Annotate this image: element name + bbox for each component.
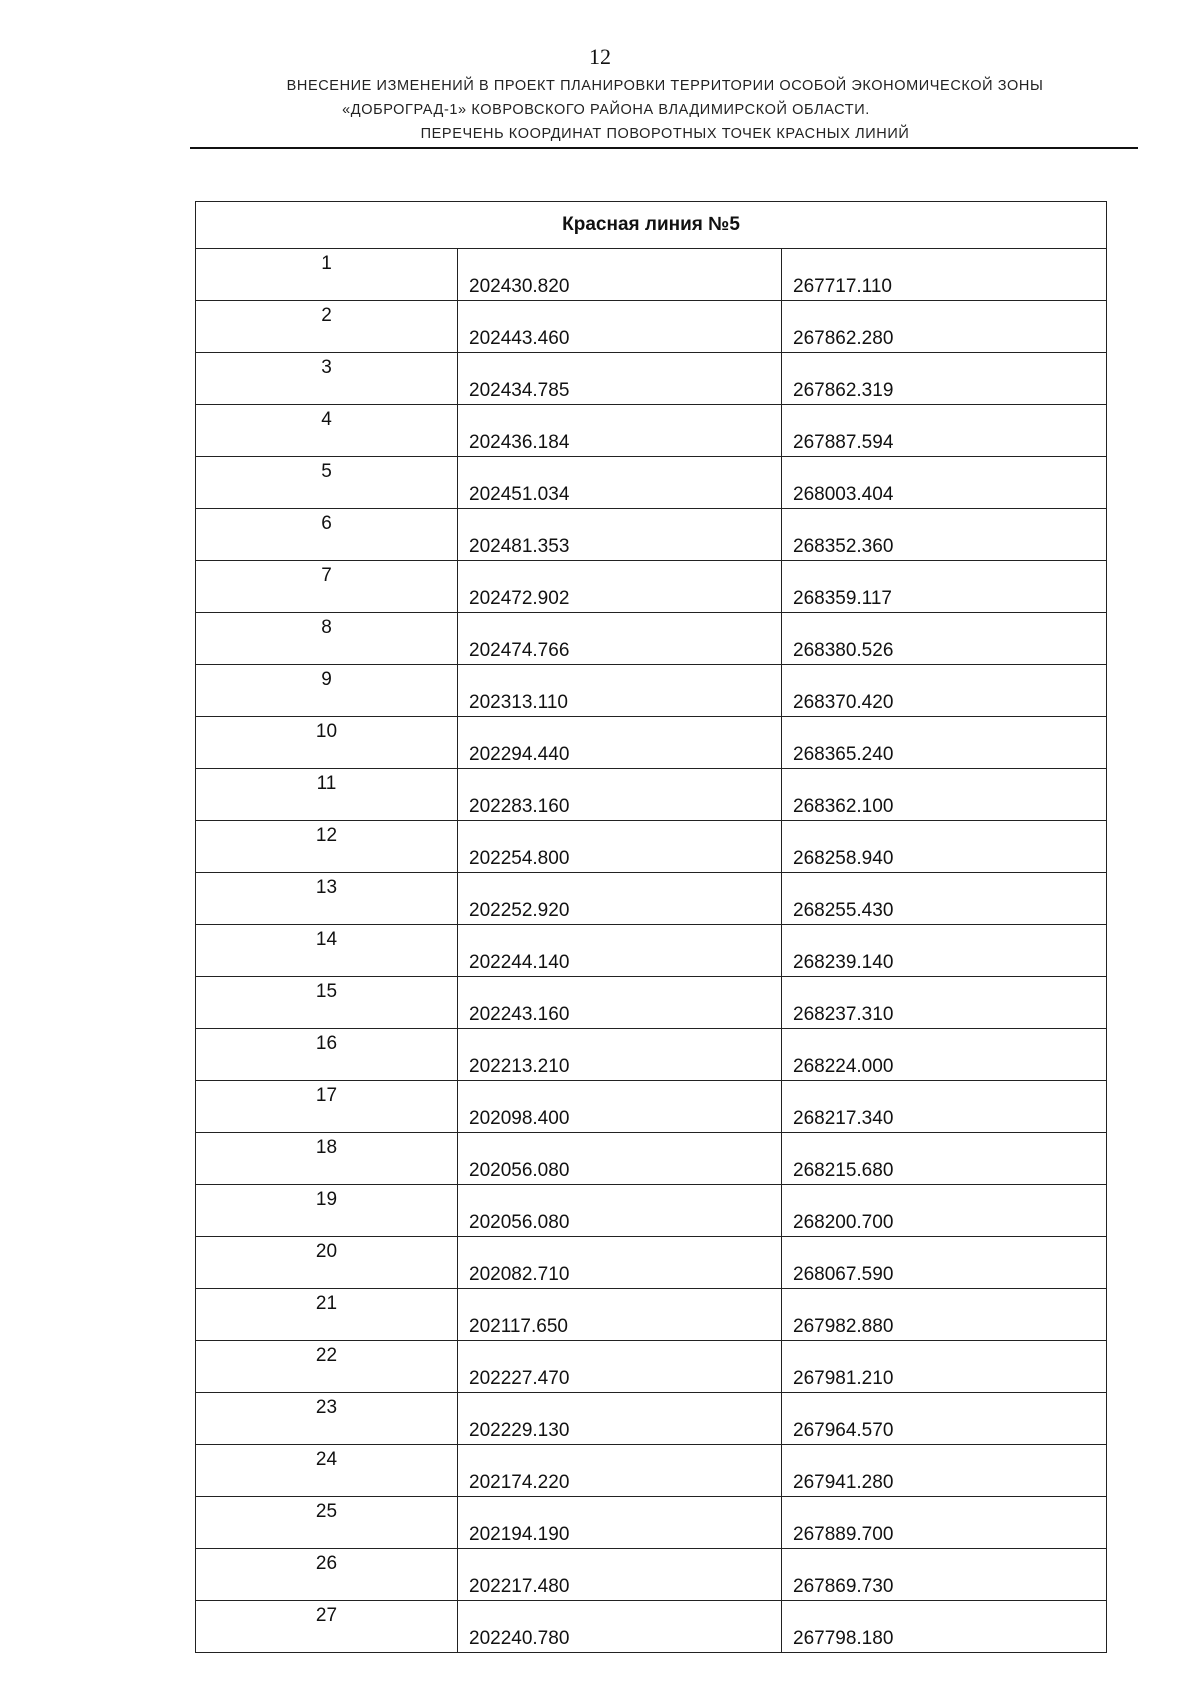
coordinate-y: 268239.140 — [782, 925, 1107, 977]
point-number: 15 — [196, 977, 458, 1029]
coordinate-y: 268365.240 — [782, 717, 1107, 769]
point-number: 7 — [196, 561, 458, 613]
table-title: Красная линия №5 — [196, 202, 1107, 249]
table-row — [196, 1445, 1107, 1497]
coordinates-table — [195, 201, 1107, 1653]
coordinate-y: 268362.100 — [782, 769, 1107, 821]
coordinate-y: 268067.590 — [782, 1237, 1107, 1289]
point-number: 26 — [196, 1549, 458, 1601]
table-row — [196, 1393, 1107, 1445]
coordinate-y: 267889.700 — [782, 1497, 1107, 1549]
table-row — [196, 1133, 1107, 1185]
coordinate-x: 202443.460 — [458, 301, 782, 353]
point-number: 17 — [196, 1081, 458, 1133]
coordinate-x: 202294.440 — [458, 717, 782, 769]
coordinate-x: 202194.190 — [458, 1497, 782, 1549]
coordinate-y: 267798.180 — [782, 1601, 1107, 1653]
coordinate-x: 202472.902 — [458, 561, 782, 613]
coordinate-y: 268200.700 — [782, 1185, 1107, 1237]
table-row — [196, 509, 1107, 561]
coordinate-y: 268370.420 — [782, 665, 1107, 717]
header-line-2: «ДОБРОГРАД-1» КОВРОВСКОГО РАЙОНА ВЛАДИМИРСКОЙ ОБЛАСТИ. — [342, 102, 870, 118]
point-number: 14 — [196, 925, 458, 977]
table-row — [196, 1081, 1107, 1133]
table-row — [196, 249, 1107, 301]
coordinate-x: 202082.710 — [458, 1237, 782, 1289]
coordinate-x: 202313.110 — [458, 665, 782, 717]
point-number: 10 — [196, 717, 458, 769]
coordinate-x: 202217.480 — [458, 1549, 782, 1601]
point-number: 25 — [196, 1497, 458, 1549]
table-row — [196, 457, 1107, 509]
coordinate-y: 268215.680 — [782, 1133, 1107, 1185]
coordinate-x: 202254.800 — [458, 821, 782, 873]
coordinate-x: 202474.766 — [458, 613, 782, 665]
table-row — [196, 977, 1107, 1029]
table-title-row — [196, 202, 1107, 249]
coordinate-x: 202213.210 — [458, 1029, 782, 1081]
table-row — [196, 1601, 1107, 1653]
table-row — [196, 821, 1107, 873]
coordinate-y: 268217.340 — [782, 1081, 1107, 1133]
point-number: 3 — [196, 353, 458, 405]
coordinate-y: 268255.430 — [782, 873, 1107, 925]
coordinate-x: 202056.080 — [458, 1133, 782, 1185]
table-row — [196, 561, 1107, 613]
coordinate-x: 202098.400 — [458, 1081, 782, 1133]
coordinate-y: 267887.594 — [782, 405, 1107, 457]
coordinate-x: 202174.220 — [458, 1445, 782, 1497]
header-line-1: ВНЕСЕНИЕ ИЗМЕНЕНИЙ В ПРОЕКТ ПЛАНИРОВКИ ТЕРРИТОРИИ ОСОБОЙ ЭКОНОМИЧЕСКОЙ ЗОНЫ — [286, 78, 1044, 94]
point-number: 24 — [196, 1445, 458, 1497]
coordinate-y: 267964.570 — [782, 1393, 1107, 1445]
point-number: 16 — [196, 1029, 458, 1081]
table-row — [196, 1289, 1107, 1341]
point-number: 8 — [196, 613, 458, 665]
table-row — [196, 665, 1107, 717]
table-row — [196, 1185, 1107, 1237]
coordinate-y: 267862.319 — [782, 353, 1107, 405]
header-line-3: ПЕРЕЧЕНЬ КООРДИНАТ ПОВОРОТНЫХ ТОЧЕК КРАСНЫХ ЛИНИЙ — [420, 126, 910, 142]
coordinate-x: 202227.470 — [458, 1341, 782, 1393]
header-rule — [190, 147, 1138, 149]
coordinate-y: 267981.210 — [782, 1341, 1107, 1393]
point-number: 4 — [196, 405, 458, 457]
point-number: 22 — [196, 1341, 458, 1393]
point-number: 6 — [196, 509, 458, 561]
point-number: 12 — [196, 821, 458, 873]
table-row — [196, 1549, 1107, 1601]
table-row — [196, 353, 1107, 405]
coordinate-x: 202252.920 — [458, 873, 782, 925]
table-row — [196, 717, 1107, 769]
point-number: 21 — [196, 1289, 458, 1341]
table-row — [196, 925, 1107, 977]
coordinate-x: 202283.160 — [458, 769, 782, 821]
point-number: 11 — [196, 769, 458, 821]
table-row — [196, 1029, 1107, 1081]
coordinate-x: 202229.130 — [458, 1393, 782, 1445]
coordinate-y: 268352.360 — [782, 509, 1107, 561]
coordinate-y: 268237.310 — [782, 977, 1107, 1029]
coordinate-x: 202481.353 — [458, 509, 782, 561]
coordinate-y: 267982.880 — [782, 1289, 1107, 1341]
table-row — [196, 1341, 1107, 1393]
table-row — [196, 1497, 1107, 1549]
table-row — [196, 301, 1107, 353]
point-number: 9 — [196, 665, 458, 717]
table-body — [196, 249, 1107, 1653]
coordinate-x: 202436.184 — [458, 405, 782, 457]
coordinate-x: 202434.785 — [458, 353, 782, 405]
table-row — [196, 405, 1107, 457]
coordinate-x: 202056.080 — [458, 1185, 782, 1237]
point-number: 23 — [196, 1393, 458, 1445]
point-number: 5 — [196, 457, 458, 509]
point-number: 20 — [196, 1237, 458, 1289]
coordinate-x: 202243.160 — [458, 977, 782, 1029]
coordinate-y: 268003.404 — [782, 457, 1107, 509]
page-number: 12 — [589, 44, 611, 69]
point-number: 2 — [196, 301, 458, 353]
point-number: 27 — [196, 1601, 458, 1653]
coordinate-y: 267862.280 — [782, 301, 1107, 353]
coordinate-y: 268224.000 — [782, 1029, 1107, 1081]
table-row — [196, 613, 1107, 665]
point-number: 1 — [196, 249, 458, 301]
table-row — [196, 873, 1107, 925]
table-row — [196, 769, 1107, 821]
coordinate-y: 268258.940 — [782, 821, 1107, 873]
coordinate-x: 202451.034 — [458, 457, 782, 509]
coordinate-y: 268380.526 — [782, 613, 1107, 665]
table-row — [196, 1237, 1107, 1289]
coordinate-x: 202430.820 — [458, 249, 782, 301]
point-number: 13 — [196, 873, 458, 925]
document-header — [190, 74, 1140, 146]
coordinate-x: 202244.140 — [458, 925, 782, 977]
coordinate-x: 202117.650 — [458, 1289, 782, 1341]
coordinate-y: 267869.730 — [782, 1549, 1107, 1601]
coordinate-y: 268359.117 — [782, 561, 1107, 613]
point-number: 18 — [196, 1133, 458, 1185]
coordinate-y: 267941.280 — [782, 1445, 1107, 1497]
coordinate-x: 202240.780 — [458, 1601, 782, 1653]
point-number: 19 — [196, 1185, 458, 1237]
coordinate-y: 267717.110 — [782, 249, 1107, 301]
